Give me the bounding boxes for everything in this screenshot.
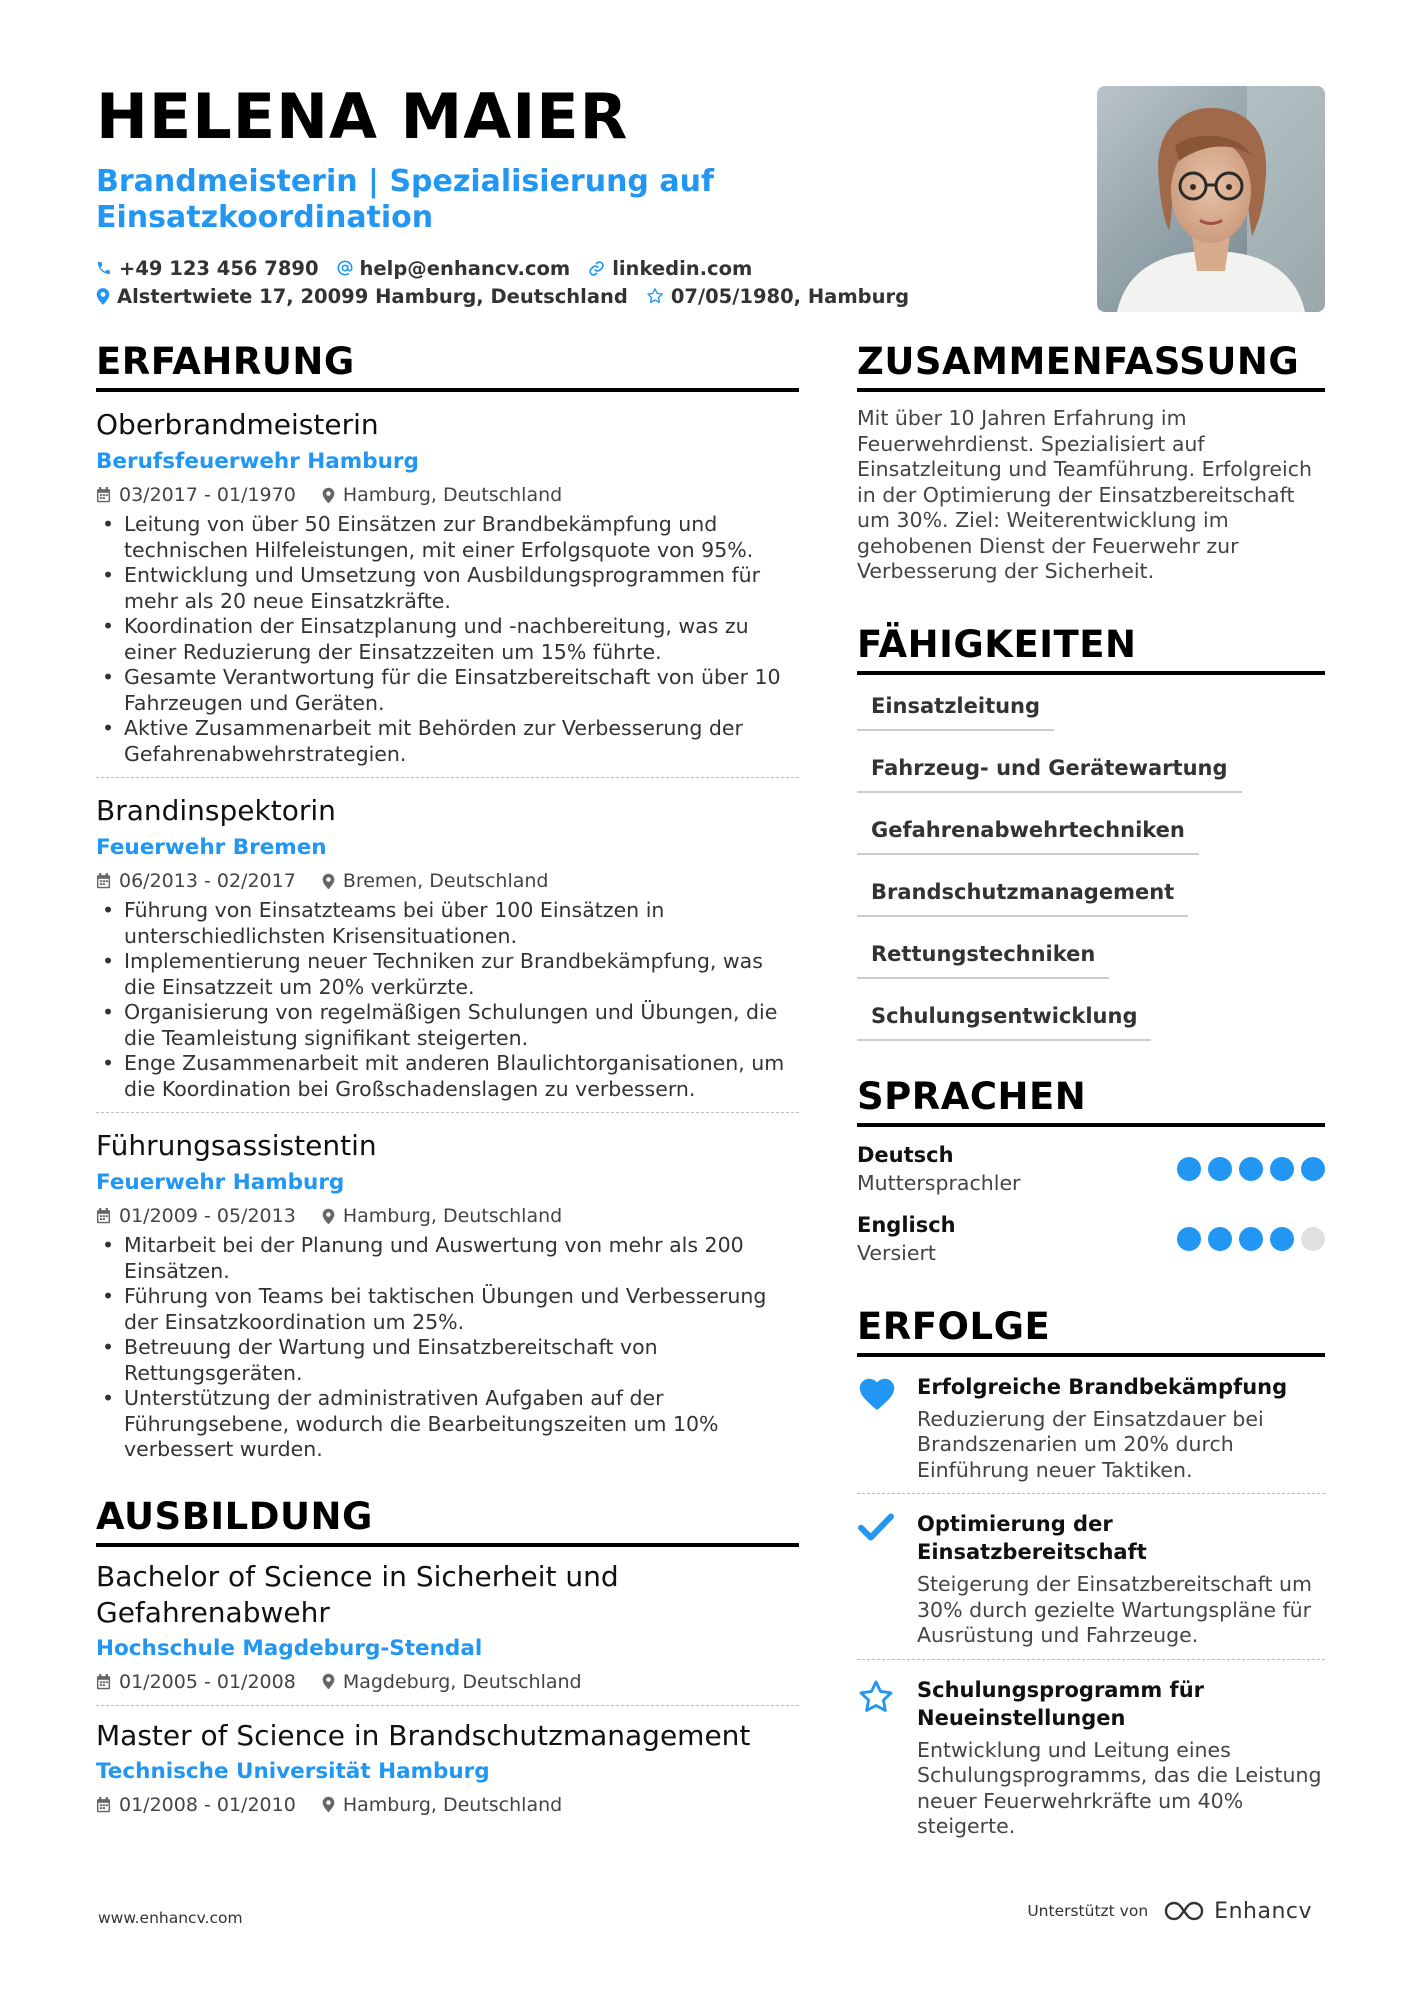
- phone-icon: [96, 260, 112, 276]
- education-section-title: AUSBILDUNG: [96, 1495, 799, 1547]
- link-icon: [588, 260, 605, 277]
- education-meta: [96, 1667, 799, 1697]
- language-entry: [857, 1141, 1325, 1197]
- candidate-name: HELENA MAIER: [96, 80, 629, 153]
- school-name: Hochschule Magdeburg-Stendal: [96, 1635, 483, 1661]
- contact-row-2: [96, 282, 1036, 310]
- skill-tag: Brandschutzmanagement: [857, 875, 1188, 917]
- footer-powered-by[interactable]: [1027, 1898, 1312, 1924]
- email-contact[interactable]: [337, 257, 571, 280]
- star-outline-icon: [646, 287, 664, 305]
- achievement-content: [917, 1676, 1325, 1840]
- address-contact: [96, 285, 628, 308]
- job-bullet: • Mitarbeit bei der Planung und Auswertung von mehr als 200 Einsätzen.: [96, 1233, 799, 1284]
- job-bullet: • Enge Zusammenarbeit mit anderen Blaulichtorganisationen, um die Koordination bei Großschadenslagen zu verbessern.: [96, 1051, 799, 1102]
- job-location-text: Bremen, Deutschland: [342, 870, 549, 892]
- achievement-entry: [857, 1660, 1325, 1850]
- job-bullet: • Führung von Teams bei taktischen Übungen und Verbesserung der Einsatzkoordination um 25%.: [96, 1284, 799, 1335]
- address-text: Alstertwiete 17, 20099 Hamburg, Deutschland: [117, 284, 628, 308]
- achievement-title: Optimierung der Einsatzbereitschaft: [917, 1512, 1147, 1564]
- job-title: Führungsassistentin: [96, 1129, 377, 1162]
- language-level: Muttersprachler: [857, 1170, 1021, 1195]
- achievement-icon-wrap: [857, 1510, 917, 1649]
- rating-dot-filled: [1270, 1157, 1294, 1181]
- rating-dot-filled: [1301, 1157, 1325, 1181]
- achievement-desc: Reduzierung der Einsatzdauer bei Brandszenarien um 20% durch Einführung neuer Taktiken.: [917, 1406, 1264, 1482]
- degree-title: Master of Science in Brandschutzmanagement: [96, 1718, 751, 1752]
- degree-title: Bachelor of Science in Sicherheit und Gefahrenabwehr: [96, 1559, 619, 1629]
- calendar-icon: [96, 1674, 111, 1690]
- job-dates-text: 01/2009 - 05/2013: [119, 1205, 296, 1227]
- powered-by-text: Unterstützt von: [1027, 1902, 1149, 1920]
- calendar-icon: [96, 1797, 111, 1813]
- job-location: [322, 480, 562, 510]
- education-location-text: Hamburg, Deutschland: [342, 1793, 563, 1816]
- job-entry: [96, 1113, 799, 1473]
- job-dates-text: 06/2013 - 02/2017: [119, 870, 296, 892]
- education-dates: [96, 1790, 296, 1820]
- job-location: [322, 866, 549, 896]
- achievement-title: Schulungsprogramm für Neueinstellungen: [917, 1677, 1204, 1730]
- enhancv-logo-icon: [1160, 1898, 1208, 1924]
- education-location: [322, 1667, 582, 1697]
- job-bullet: • Betreuung der Wartung und Einsatzbereitschaft von Rettungsgeräten.: [96, 1335, 799, 1386]
- language-entry: [857, 1211, 1325, 1267]
- linkedin-text: linkedin.com: [612, 256, 753, 280]
- email-text: help@enhancv.com: [359, 256, 571, 280]
- education-dates-text: 01/2005 - 01/2008: [119, 1670, 296, 1693]
- skill-tag: Gefahrenabwehrtechniken: [857, 813, 1199, 855]
- job-company: Berufsfeuerwehr Hamburg: [96, 449, 419, 474]
- experience-list: [96, 392, 799, 1473]
- rating-dot-empty: [1301, 1227, 1325, 1251]
- job-bullet: • Entwicklung und Umsetzung von Ausbildungsprogrammen für mehr als 20 neue Einsatzkräfte.: [96, 563, 799, 614]
- birth-text: 07/05/1980, Hamburg: [670, 284, 910, 308]
- job-bullet: • Implementierung neuer Techniken zur Brandbekämpfung, was die Einsatzzeit um 20% verkürzte.: [96, 949, 799, 1000]
- language-info: [857, 1141, 1020, 1197]
- language-name: Deutsch: [857, 1142, 954, 1167]
- rating-dot-filled: [1177, 1227, 1201, 1251]
- heart-icon: [857, 1375, 897, 1411]
- education-location-text: Magdeburg, Deutschland: [342, 1670, 582, 1693]
- calendar-icon: [96, 1208, 111, 1224]
- job-dates: [96, 1201, 296, 1231]
- education-entry: [96, 1547, 799, 1706]
- rating-dot-filled: [1177, 1157, 1201, 1181]
- phone-text: +49 123 456 7890: [119, 256, 319, 280]
- job-meta: [96, 480, 799, 510]
- achievements-section-title: ERFOLGE: [857, 1305, 1325, 1357]
- achievement-entry: [857, 1357, 1325, 1495]
- location-pin-icon: [322, 1673, 335, 1690]
- job-bullet: • Koordination der Einsatzplanung und -nachbereitung, was zu einer Reduzierung der Einsatzzeiten um 15% führte.: [96, 614, 799, 665]
- achievement-icon-wrap: [857, 1373, 917, 1484]
- summary-section-title: ZUSAMMENFASSUNG: [857, 340, 1325, 392]
- location-pin-icon: [322, 1796, 335, 1813]
- job-meta: [96, 1201, 799, 1231]
- achievement-desc: Steigerung der Einsatzbereitschaft um 30% durch gezielte Wartungspläne für Ausrüstung und Fahrzeuge.: [917, 1572, 1313, 1647]
- profile-photo: [1097, 86, 1325, 312]
- job-title: Brandinspektorin: [96, 794, 336, 827]
- skill-tag: Einsatzleitung: [857, 689, 1054, 731]
- job-bullet: • Unterstützung der administrativen Aufgaben auf der Führungsebene, wodurch die Bearbeitungszeiten um 10% verbessert wurden.: [96, 1386, 799, 1463]
- rating-dot-filled: [1239, 1157, 1263, 1181]
- languages-section-title: SPRACHEN: [857, 1075, 1325, 1127]
- education-location: [322, 1790, 562, 1820]
- job-dates-text: 03/2017 - 01/1970: [119, 484, 296, 506]
- language-name: Englisch: [857, 1212, 956, 1237]
- job-bullets: [96, 898, 799, 1102]
- language-info: [857, 1211, 956, 1267]
- job-entry: [96, 392, 799, 778]
- job-bullet: • Organisierung von regelmäßigen Schulungen und Übungen, die die Teamleistung signifikant steigerten.: [96, 1000, 799, 1051]
- contact-row-1: [96, 254, 1036, 282]
- location-pin-icon: [322, 1208, 335, 1225]
- job-bullets: [96, 1233, 799, 1463]
- rating-dot-filled: [1270, 1227, 1294, 1251]
- achievement-desc: Entwicklung und Leitung eines Schulungsprogramms, das die Leistung neuer Feuerwehrkräfte um 40% steigerte.: [917, 1737, 1322, 1838]
- summary-text: Mit über 10 Jahren Erfahrung im Feuerwehrdienst. Spezialisiert auf Einsatzleitung und Teamführung. Erfolgreich in der Optimierung der Einsatzbereitschaft um 30%. Ziel: Weiterentwicklung im gehobenen Dienst der Feuerwehr zur Verbesserung der Sicherheit.: [857, 406, 1312, 583]
- contact-info: [96, 254, 1036, 310]
- job-bullet: • Führung von Einsatzteams bei über 100 Einsätzen in unterschiedlichsten Krisensituationen.: [96, 898, 799, 949]
- achievement-entry: [857, 1494, 1325, 1660]
- achievement-content: [917, 1373, 1325, 1484]
- rating-dot-filled: [1239, 1227, 1263, 1251]
- education-entry: [96, 1706, 799, 1828]
- enhancv-brand-text: Enhancv: [1214, 1898, 1312, 1924]
- at-icon: [337, 260, 353, 276]
- job-location-text: Hamburg, Deutschland: [342, 484, 563, 506]
- calendar-icon: [96, 487, 111, 503]
- job-entry: [96, 778, 799, 1113]
- job-location-text: Hamburg, Deutschland: [342, 1205, 563, 1227]
- job-bullets: [96, 512, 799, 767]
- achievement-content: [917, 1510, 1325, 1649]
- job-company: Feuerwehr Hamburg: [96, 1170, 345, 1195]
- star-icon: [857, 1678, 895, 1716]
- rating-dot-filled: [1208, 1157, 1232, 1181]
- education-dates-text: 01/2008 - 01/2010: [119, 1793, 296, 1816]
- job-location: [322, 1201, 562, 1231]
- location-pin-icon: [96, 288, 110, 305]
- left-column: [96, 340, 799, 1828]
- candidate-subtitle: Brandmeisterin | Spezialisierung auf Einsatzkoordination: [96, 164, 715, 235]
- skill-tag: Fahrzeug- und Gerätewartung: [857, 751, 1242, 793]
- job-dates: [96, 480, 296, 510]
- education-meta: [96, 1790, 799, 1820]
- job-bullet: • Aktive Zusammenarbeit mit Behörden zur Verbesserung der Gefahrenabwehrstrategien.: [96, 716, 799, 767]
- birth-contact: [646, 285, 909, 308]
- linkedin-contact[interactable]: [588, 257, 752, 280]
- rating-dot-filled: [1208, 1227, 1232, 1251]
- skill-tag: Schulungsentwicklung: [857, 999, 1151, 1041]
- achievement-title: Erfolgreiche Brandbekämpfung: [917, 1374, 1288, 1399]
- achievement-icon-wrap: [857, 1676, 917, 1840]
- language-rating: [1170, 1157, 1325, 1181]
- location-pin-icon: [322, 873, 335, 890]
- language-level: Versiert: [857, 1240, 936, 1265]
- footer-website[interactable]: www.enhancv.com: [98, 1909, 243, 1927]
- job-meta: [96, 866, 799, 896]
- experience-section-title: ERFAHRUNG: [96, 340, 799, 392]
- language-rating: [1170, 1227, 1325, 1251]
- education-dates: [96, 1667, 296, 1697]
- skills-list: [857, 689, 1325, 1041]
- skills-section-title: FÄHIGKEITEN: [857, 623, 1325, 675]
- job-dates: [96, 866, 296, 896]
- job-bullet: • Leitung von über 50 Einsätzen zur Brandbekämpfung und technischen Hilfeleistungen, mit einer Erfolgsquote von 95%.: [96, 512, 799, 563]
- school-name: Technische Universität Hamburg: [96, 1758, 490, 1784]
- resume-header: [96, 80, 1036, 310]
- location-pin-icon: [322, 487, 335, 504]
- job-bullet: • Gesamte Verantwortung für die Einsatzbereitschaft von über 10 Fahrzeugen und Geräten.: [96, 665, 799, 716]
- job-title: Oberbrandmeisterin: [96, 408, 379, 441]
- check-icon: [857, 1512, 895, 1542]
- phone-contact: [96, 257, 319, 280]
- job-company: Feuerwehr Bremen: [96, 835, 327, 860]
- right-column: [857, 340, 1325, 1850]
- skill-tag: Rettungstechniken: [857, 937, 1109, 979]
- calendar-icon: [96, 873, 111, 889]
